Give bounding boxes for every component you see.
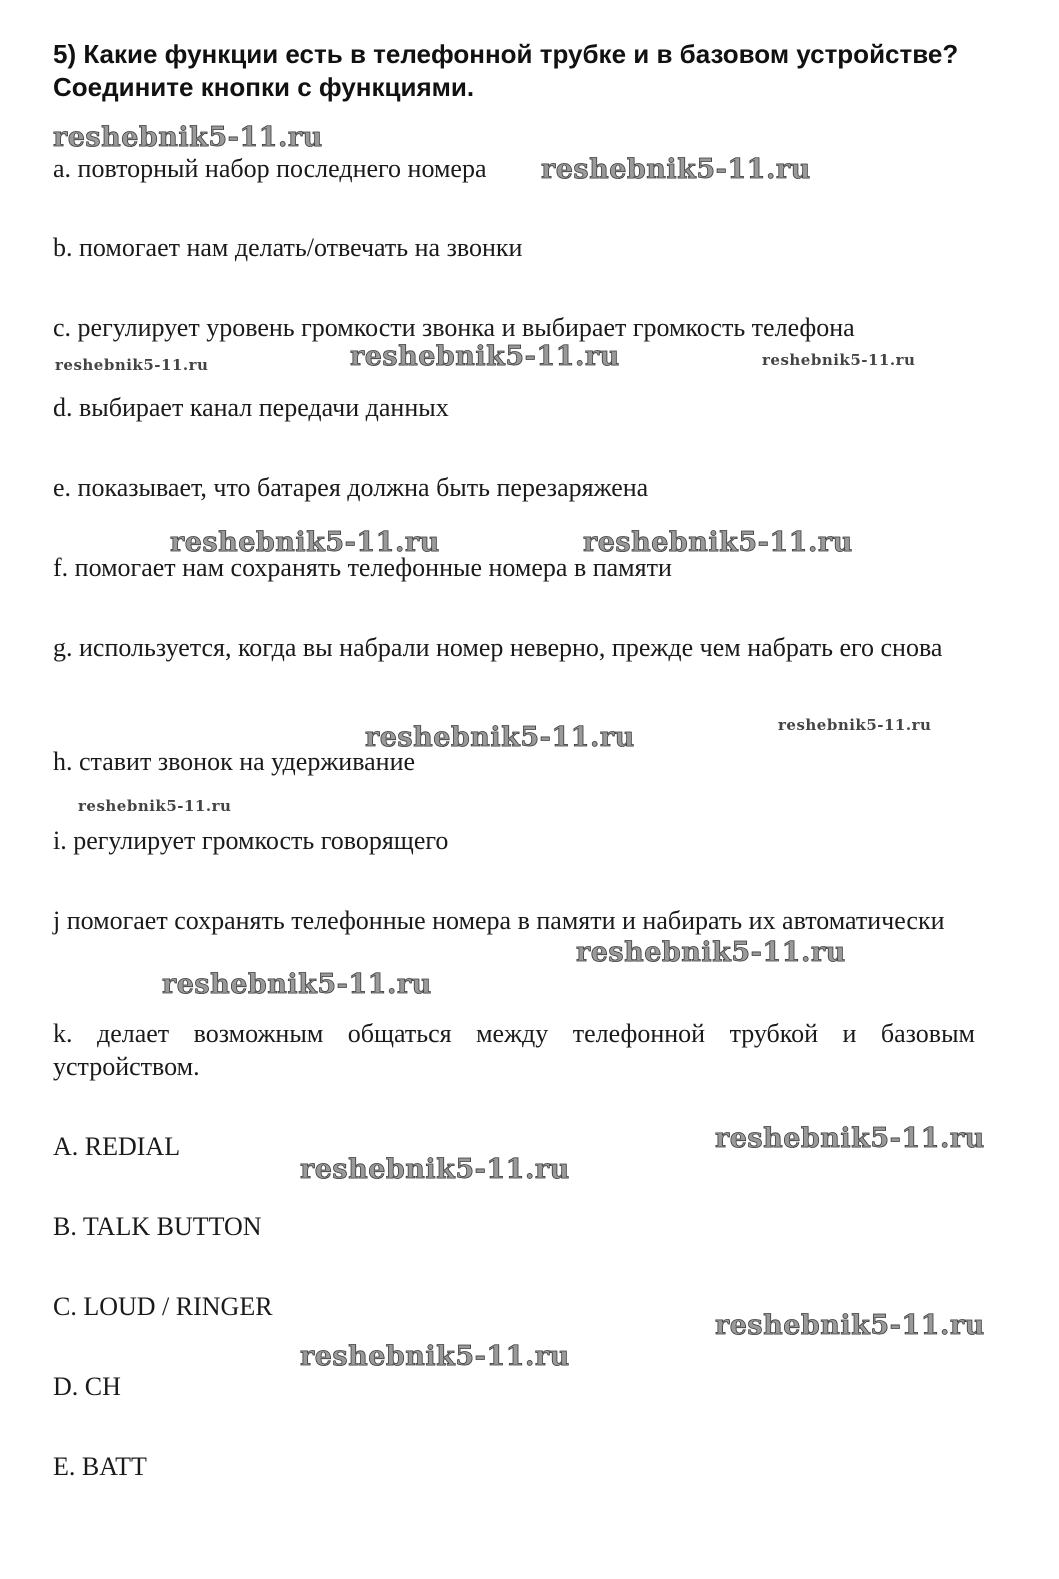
- button-item-e: E. BATT: [53, 1452, 147, 1481]
- watermark: reshebnik5-11.ru: [55, 356, 209, 374]
- watermark: reshebnik5-11.ru: [53, 122, 323, 153]
- function-item-h: h. ставит звонок на удерживание: [53, 747, 416, 776]
- function-item-i: i. регулирует громкость говорящего: [53, 826, 449, 855]
- watermark: reshebnik5-11.ru: [300, 1154, 570, 1185]
- watermark: reshebnik5-11.ru: [715, 1123, 985, 1154]
- function-item-g: g. используется, когда вы набрали номер неверно, прежде чем набрать его снова: [53, 633, 943, 662]
- watermark: reshebnik5-11.ru: [576, 937, 846, 968]
- watermark: reshebnik5-11.ru: [715, 1310, 985, 1341]
- function-item-f: f. помогает нам сохранять телефонные номера в памяти: [53, 553, 672, 582]
- watermark: reshebnik5-11.ru: [162, 969, 432, 1000]
- watermark: reshebnik5-11.ru: [583, 527, 853, 558]
- watermark: reshebnik5-11.ru: [762, 351, 916, 369]
- watermark: reshebnik5-11.ru: [365, 722, 635, 753]
- button-item-c: C. LOUD / RINGER: [53, 1292, 273, 1321]
- function-item-k: k. делает возможным общаться между телефонной трубкой и базовым устройством.: [53, 1019, 975, 1081]
- watermark: reshebnik5-11.ru: [78, 797, 232, 815]
- watermark: reshebnik5-11.ru: [541, 154, 811, 185]
- button-item-b: B. TALK BUTTON: [53, 1212, 262, 1241]
- function-item-e: e. показывает, что батарея должна быть перезаряжена: [53, 473, 649, 502]
- function-item-d: d. выбирает канал передачи данных: [53, 393, 449, 422]
- function-item-a: a. повторный набор последнего номера: [53, 154, 487, 183]
- task-heading: [53, 38, 993, 104]
- watermark: reshebnik5-11.ru: [170, 527, 440, 558]
- function-item-c: c. регулирует уровень громкости звонка и выбирает громкость телефона: [53, 313, 855, 342]
- watermark: reshebnik5-11.ru: [350, 341, 620, 372]
- button-item-a: A. REDIAL: [53, 1132, 181, 1161]
- function-item-b: b. помогает нам делать/отвечать на звонки: [53, 233, 523, 262]
- button-item-d: D. CH: [53, 1372, 121, 1401]
- watermark: reshebnik5-11.ru: [778, 716, 932, 734]
- watermark: reshebnik5-11.ru: [300, 1341, 570, 1372]
- task-title-line-2: Соедините кнопки с функциями.: [53, 72, 475, 102]
- task-title-line-1: 5) Какие функции есть в телефонной трубке и в базовом устройстве?: [53, 39, 959, 69]
- function-item-j: j помогает сохранять телефонные номера в памяти и набирать их автоматически: [53, 906, 945, 935]
